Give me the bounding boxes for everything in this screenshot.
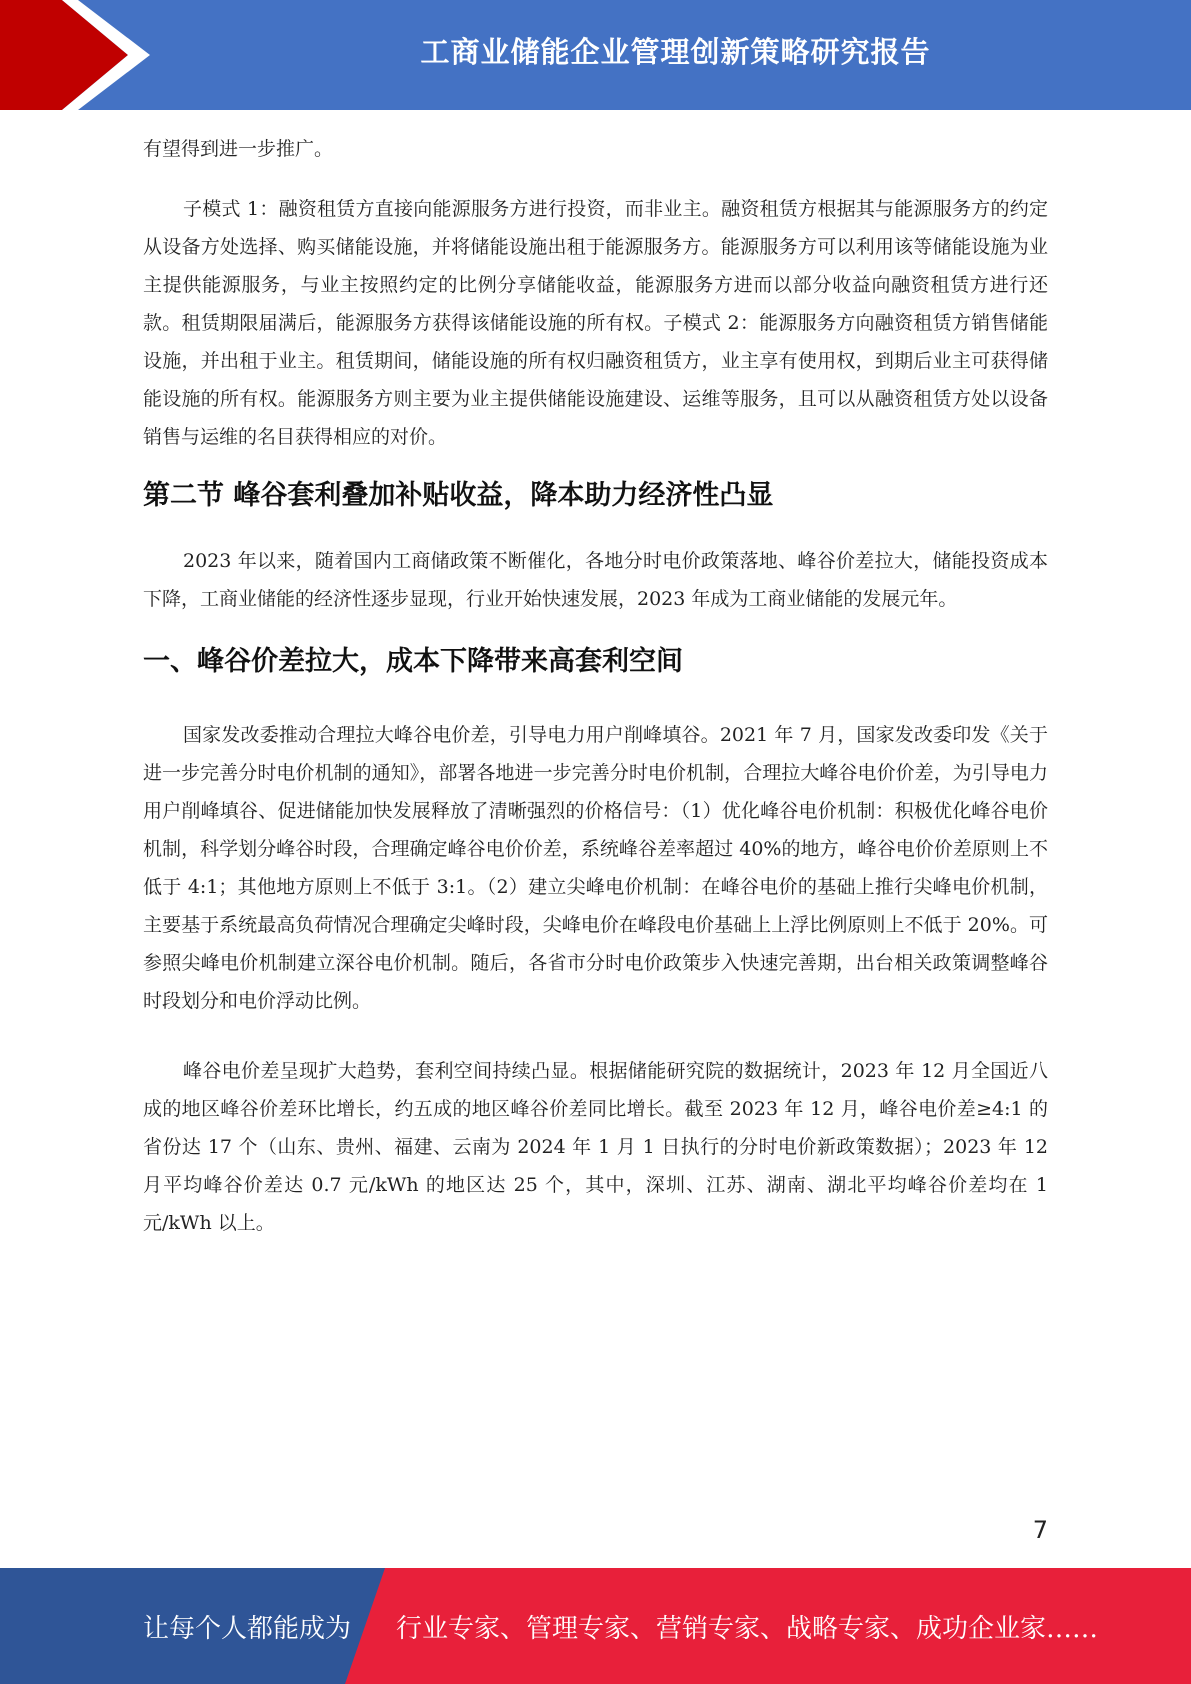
industry-2023-paragraph: 2023 年以来，随着国内工商储政策不断催化，各地分时电价政策落地、峰谷价差拉大，储能投资成本下降，工商业储能的经济性逐步显现，行业开始快速发展，2023 年成为工商业储能的发展元年。 [143,550,1048,610]
price-trend-paragraph: 峰谷电价差呈现扩大趋势，套利空间持续凸显。根据储能研究院的数据统计，2023 年 12 月全国近八成的地区峰谷价差环比增长，约五成的地区峰谷价差同比增长。截至 2023 年 12 月，峰谷电价差≥4:1 的省份达 17 个（山东、贵州、福建、云南为 2024 年 1 月 1 日执行的分时电价新政策数据）；2023 年 12 月平均峰谷价差达 0.7 元/kWh 的地区达 25 个，其中，深圳、江苏、湖南、湖北平均峰谷价差均在 1 元/kWh 以上。 [143,1060,1048,1234]
page-footer [0,1568,1191,1684]
footer-slogan-right: 行业专家、管理专家、营销专家、战略专家、成功企业家…… [396,1613,1099,1644]
report-title: 工商业储能企业管理创新策略研究报告 [420,34,931,69]
continuation-paragraph: 有望得到进一步推广。 [143,138,334,160]
paragraph-gap [143,1020,1048,1052]
submodes-paragraph: 子模式 1：融资租赁方直接向能源服务方进行投资，而非业主。融资租赁方根据其与能源服务方的约定从设备方处选择、购买储能设施，并将储能设施出租于能源服务方。能源服务方可以利用该等储能设施为业主提供能源服务，与业主按照约定的比例分享储能收益，能源服务方进而以部分收益向融资租赁方进行还款。租赁期限届满后，能源服务方获得该储能设施的所有权。子模式 2：能源服务方向融资租赁方销售储能设施，并出租于业主。租赁期间，储能设施的所有权归融资租赁方，业主享有使用权，到期后业主可获得储能设施的所有权。能源服务方则主要为业主提供储能设施建设、运维等服务，且可以从融资租赁方处以设备销售与运维的名目获得相应的对价。 [143,198,1048,448]
policy-paragraph: 国家发改委推动合理拉大峰谷电价差，引导电力用户削峰填谷。2021 年 7 月，国家发改委印发《关于进一步完善分时电价机制的通知》，部署各地进一步完善分时电价机制，合理拉大峰谷电价价差，为引导电力用户削峰填谷、促进储能加快发展释放了清晰强烈的价格信号：（1）优化峰谷电价机制：积极优化峰谷电价机制，科学划分峰谷时段，合理确定峰谷电价价差，系统峰谷差率超过 40%的地方，峰谷电价价差原则上不低于 4:1；其他地方原则上不低于 3:1。（2）建立尖峰电价机制：在峰谷电价的基础上推行尖峰电价机制，主要基于系统最高负荷情况合理确定尖峰时段，尖峰电价在峰段电价基础上上浮比例原则上不低于 20%。可参照尖峰电价机制建立深谷电价机制。随后，各省市分时电价政策步入快速完善期，出台相关政策调整峰谷时段划分和电价浮动比例。 [143,724,1048,1012]
page-content [143,130,1048,1242]
page-number: 7 [1032,1516,1048,1544]
header-arrow-icon [0,0,160,110]
footer-slogan-left: 让每个人都能成为 [143,1613,352,1644]
section-heading: 第二节 峰谷套利叠加补贴收益，降本助力经济性凸显 [143,480,774,511]
subsection-heading: 一、峰谷价差拉大，成本下降带来高套利空间 [143,646,683,677]
page-header [0,0,1191,110]
